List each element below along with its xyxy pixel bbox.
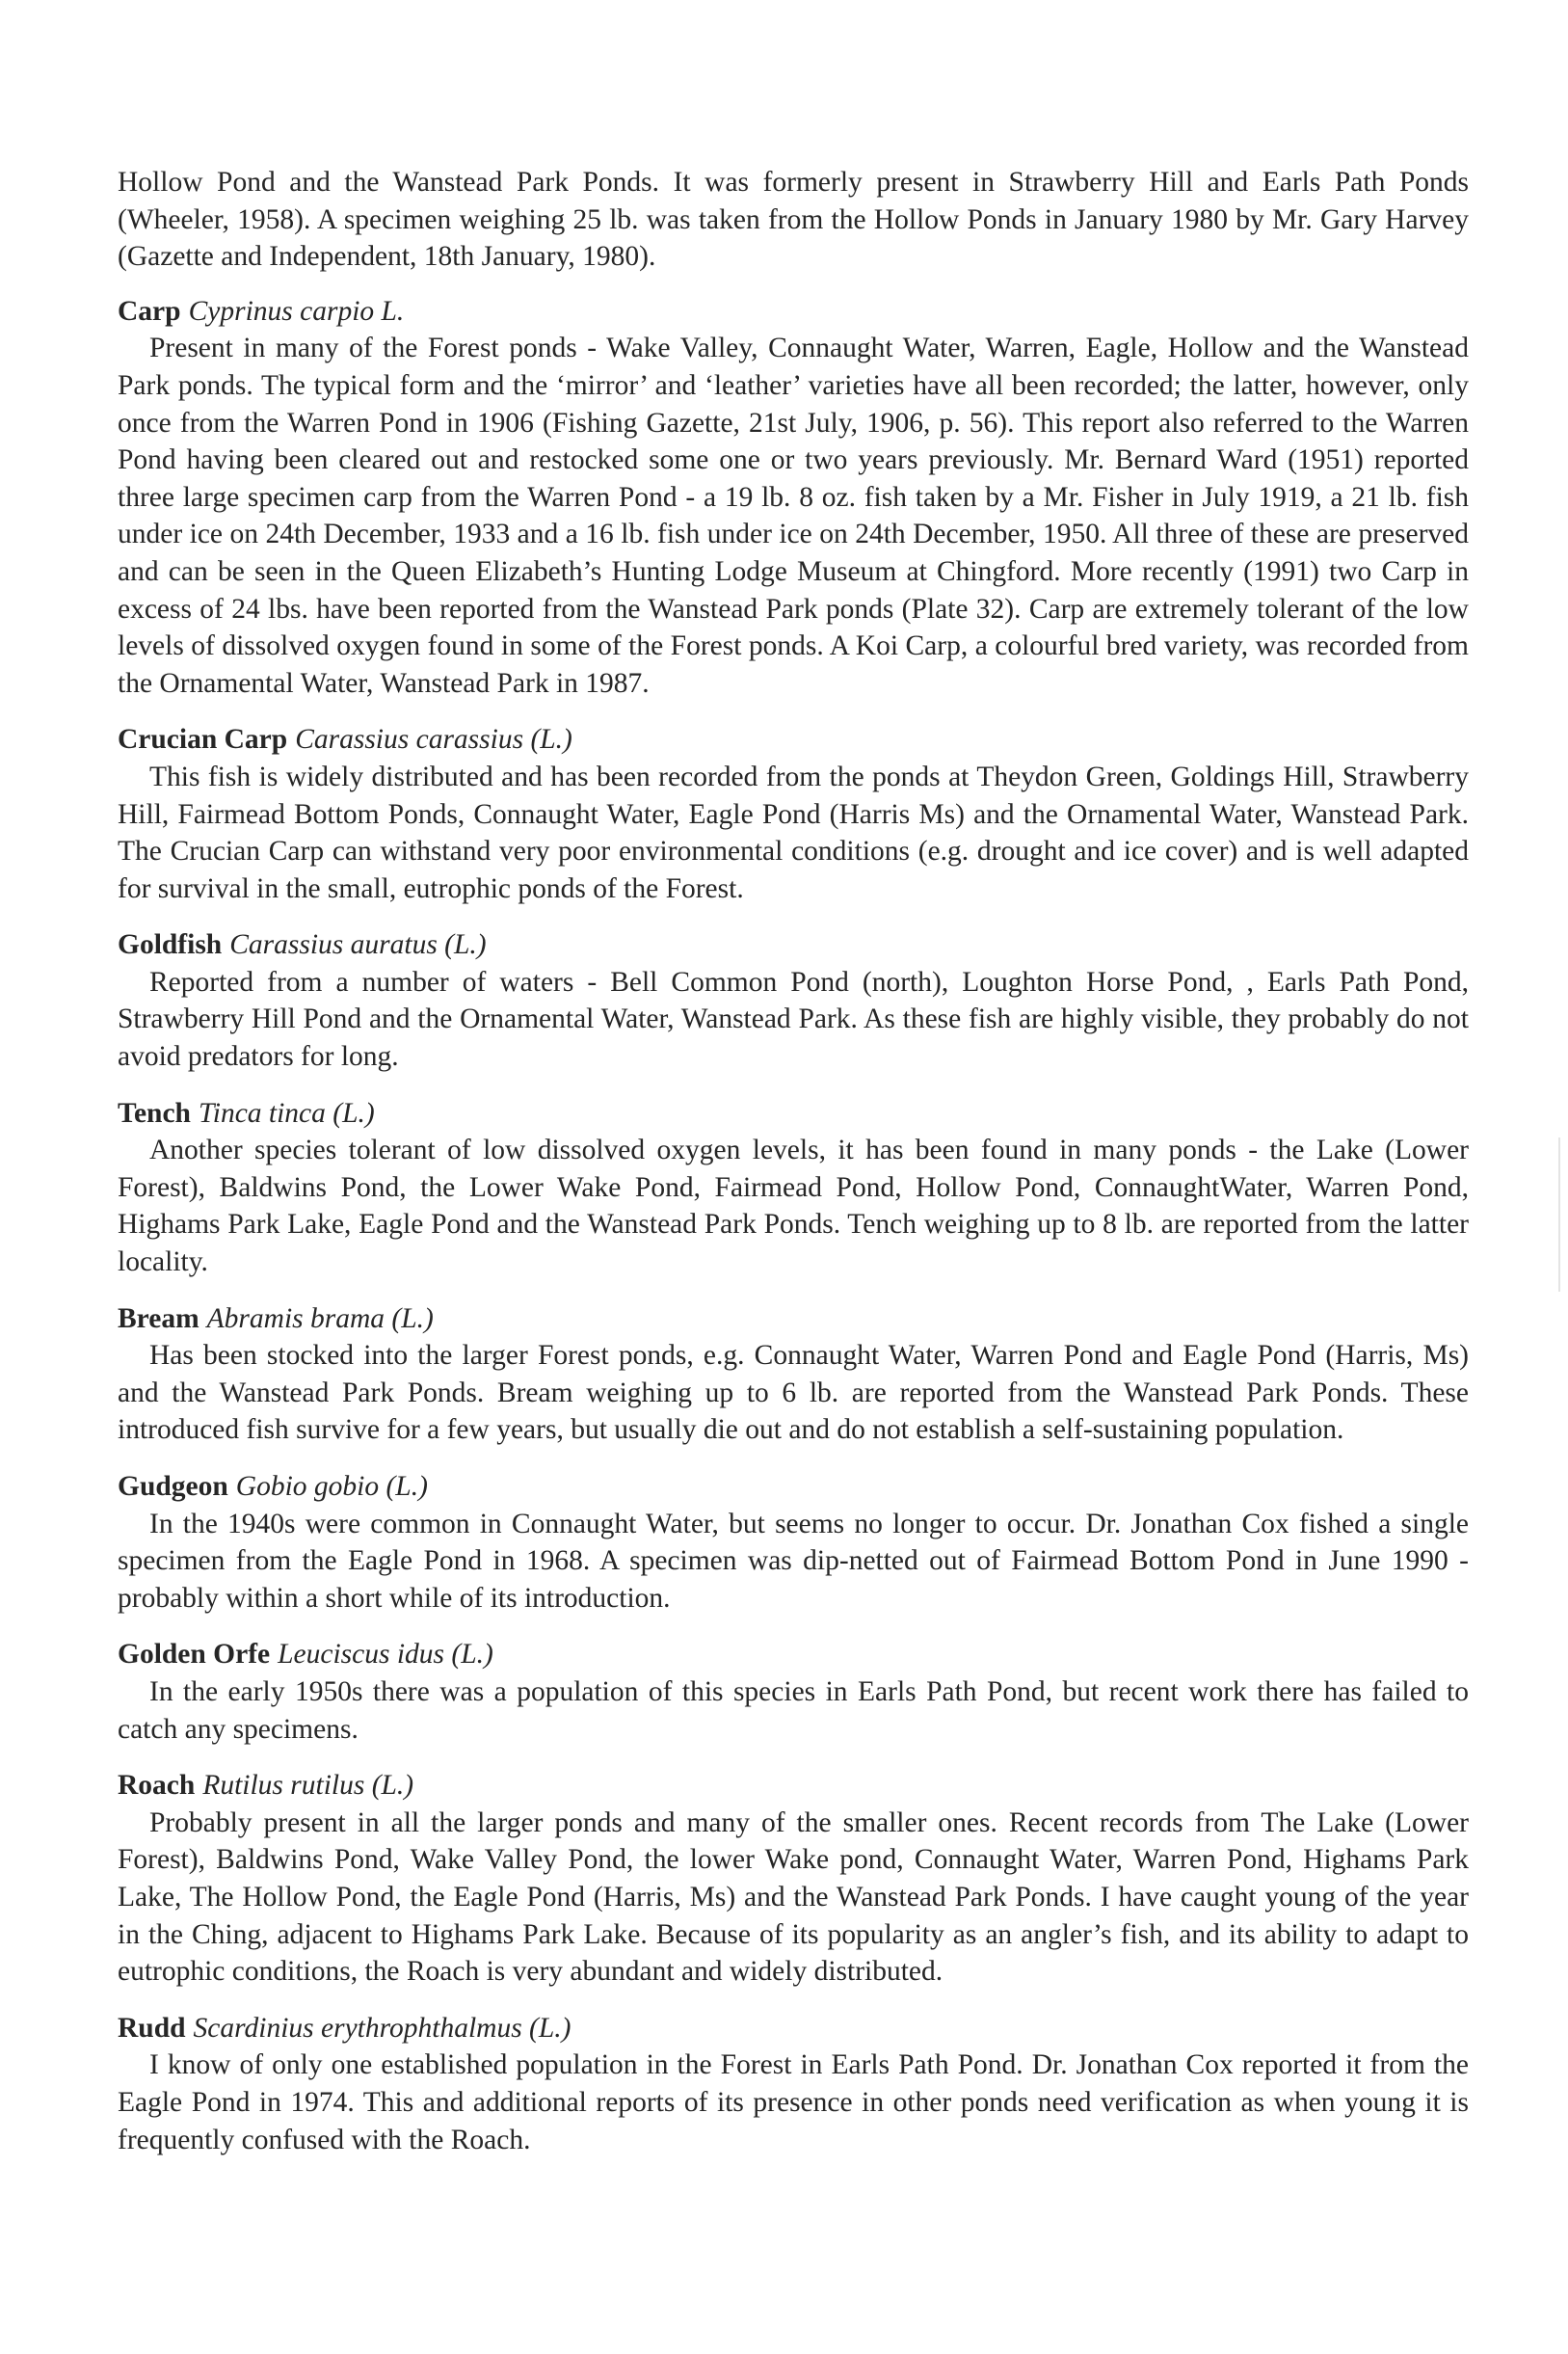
species-description: Probably present in all the larger ponds and many of the smaller ones. Recent records from The Lake (Lower Forest), Baldwins Pond, Wake Valley Pond, the lower Wake pond, Connaught Water, Warren Pond, Highams Park Lake, The Hollow Pond, the Eagle Pond (Harris, Ms) and the Wanstead Park Ponds. I have caught young of the year in the Ching, adjacent to Highams Park Lake. Because of its popularity as an angler’s fish, and its ability to adapt to eutrophic conditions, the Roach is very abundant and widely distributed. <box>118 1806 1469 1988</box>
intro-paragraph: Hollow Pond and the Wanstead Park Ponds. It was formerly present in Strawberry Hill and Earls Path Ponds (Wheeler, 1958). A specimen weighing 25 lb. was taken from the Hollow Ponds in January 1980 by Mr. Gary Harvey (Gazette and Independent, 18th January, 1980). <box>118 167 1469 273</box>
document-page <box>118 164 1469 2178</box>
species-common-name: Carp <box>118 295 181 327</box>
species-scientific-name: Abramis brama (L.) <box>206 1302 434 1334</box>
species-entry-carp <box>118 293 1469 703</box>
species-entry-rudd <box>118 2010 1469 2158</box>
species-description: Reported from a number of waters - Bell Common Pond (north), Loughton Horse Pond, , Earls Path Pond, Strawberry Hill Pond and the Ornamental Water, Wanstead Park. As these fish are highly visible, they probably do not avoid predators for long. <box>118 966 1469 1073</box>
species-scientific-name: Tinca tinca (L.) <box>198 1097 375 1129</box>
species-entry-bream <box>118 1300 1469 1449</box>
species-entry-tench <box>118 1095 1469 1281</box>
species-description: Another species tolerant of low dissolved oxygen levels, it has been found in many ponds - the Lake (Lower Forest), Baldwins Pond, the Lower Wake Pond, Fairmead Pond, Hollow Pond, ConnaughtWater, Warren Pond, Highams Park Lake, Eagle Pond and the Wanstead Park Ponds. Tench weighing up to 8 lb. are reported from the latter locality. <box>118 1135 1469 1278</box>
species-scientific-name: Carassius carassius (L.) <box>295 724 572 756</box>
species-heading <box>118 293 1469 331</box>
species-common-name: Gudgeon <box>118 1471 228 1502</box>
species-description: In the early 1950s there was a population of this species in Earls Path Pond, but recent work there has failed to catch any specimens. <box>118 1675 1469 1745</box>
species-heading <box>118 1468 1469 1506</box>
species-heading <box>118 926 1469 964</box>
scan-edge-mark <box>1558 1137 1560 1292</box>
species-common-name: Rudd <box>118 2012 186 2044</box>
species-scientific-name: Carassius auratus (L.) <box>229 929 487 961</box>
species-heading <box>118 1095 1469 1133</box>
species-description: Has been stocked into the larger Forest ponds, e.g. Connaught Water, Warren Pond and Eagle Pond (Harris, Ms) and the Wanstead Park Ponds. Bream weighing up to 6 lb. are reported from the Wanstead Park Ponds. These introduced fish survive for a few years, but usually die out and do not establish a self-sustaining population. <box>118 1340 1469 1446</box>
species-scientific-name: Cyprinus carpio L. <box>188 295 405 327</box>
species-scientific-name: Rutilus rutilus (L.) <box>202 1770 414 1802</box>
species-heading <box>118 721 1469 759</box>
species-description: Present in many of the Forest ponds - Wake Valley, Connaught Water, Warren, Eagle, Hollow and the Wanstead Park ponds. The typical form and the ‘mirror’ and ‘leather’ varieties have all been recorded; the latter, however, only once from the Warren Pond in 1906 (Fishing Gazette, 21st July, 1906, p. 56). This report also referred to the Warren Pond having been cleared out and restocked some one or two years previously. Mr. Bernard Ward (1951) reported three large specimen carp from the Warren Pond - a 19 lb. 8 oz. fish taken by a Mr. Fisher in July 1919, a 21 lb. fish under ice on 24th December, 1933 and a 16 lb. fish under ice on 24th December, 1950. All three of these are preserved and can be seen in the Queen Elizabeth’s Hunting Lodge Museum at Chingford. More recently (1991) two Carp in excess of 24 lbs. have been reported from the Wanstead Park ponds (Plate 32). Carp are extremely tolerant of the low levels of dissolved oxygen found in some of the Forest ponds. A Koi Carp, a colourful bred variety, was recorded from the Ornamental Water, Wanstead Park in 1987. <box>118 333 1469 699</box>
species-description: In the 1940s were common in Connaught Water, but seems no longer to occur. Dr. Jonathan Cox fished a single specimen from the Eagle Pond in 1968. A specimen was dip-netted out of Fairmead Bottom Pond in June 1990 - probably within a short while of its introduction. <box>118 1508 1469 1614</box>
species-entry-gudgeon <box>118 1468 1469 1617</box>
species-scientific-name: Gobio gobio (L.) <box>235 1471 428 1502</box>
species-common-name: Bream <box>118 1302 199 1334</box>
species-scientific-name: Leuciscus idus (L.) <box>278 1639 493 1671</box>
species-entry-crucian-carp <box>118 721 1469 907</box>
species-common-name: Goldfish <box>118 929 223 961</box>
species-common-name: Roach <box>118 1770 196 1802</box>
species-heading <box>118 2010 1469 2047</box>
species-entry-roach <box>118 1767 1469 1991</box>
species-common-name: Crucian Carp <box>118 724 288 756</box>
species-common-name: Tench <box>118 1097 191 1129</box>
species-scientific-name: Scardinius erythrophthalmus (L.) <box>193 2012 571 2044</box>
species-description: This fish is widely distributed and has been recorded from the ponds at Theydon Green, Goldings Hill, Strawberry Hill, Fairmead Bottom Ponds, Connaught Water, Eagle Pond (Harris Ms) and the Ornamental Water, Wanstead Park. The Crucian Carp can withstand very poor environmental conditions (e.g. drought and ice cover) and is well adapted for survival in the small, eutrophic ponds of the Forest. <box>118 761 1469 904</box>
species-description: I know of only one established population in the Forest in Earls Path Pond. Dr. Jonathan Cox reported it from the Eagle Pond in 1974. This and additional reports of its presence in other ponds need verification as when young it is frequently confused with the Roach. <box>118 2049 1469 2155</box>
species-common-name: Golden Orfe <box>118 1639 271 1671</box>
species-entry-goldfish <box>118 926 1469 1075</box>
species-heading <box>118 1767 1469 1805</box>
species-heading <box>118 1636 1469 1673</box>
species-entry-golden-orfe <box>118 1636 1469 1748</box>
species-heading <box>118 1300 1469 1338</box>
